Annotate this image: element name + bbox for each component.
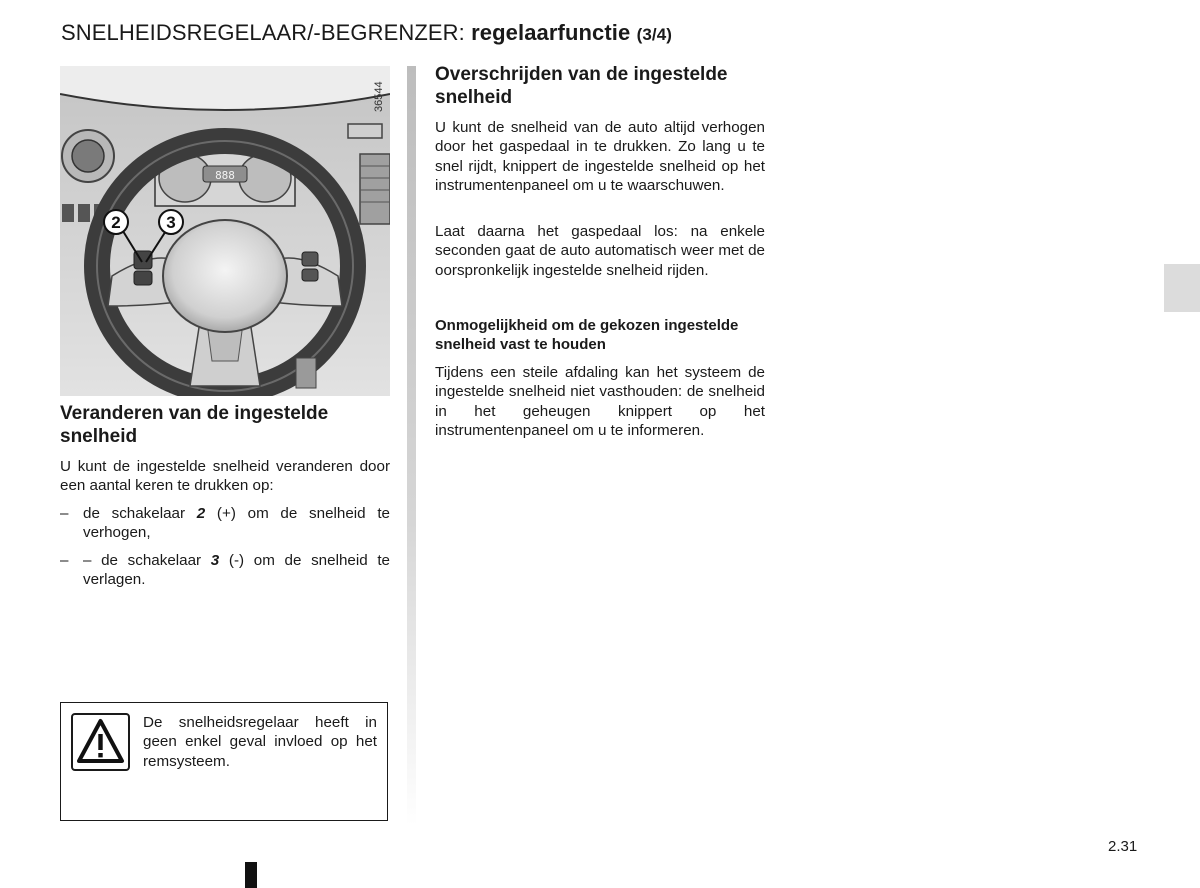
title-part: (3/4): [636, 25, 673, 44]
list-text: [83, 551, 390, 590]
right-paragraph-2: Laat daarna het gaspedaal los: na enkele seconden gaat de auto automatisch weer met de oorspronkelijk ingestelde snelheid rijden.: [435, 223, 765, 279]
switch-number: 2: [196, 505, 206, 522]
chapter-tab: [1164, 264, 1200, 312]
right-heading: Overschrijden van de ingestelde snelheid: [435, 64, 728, 108]
bottom-marker: [245, 862, 257, 888]
switch-number: 3: [210, 552, 220, 569]
cluster-display: 888: [215, 169, 235, 182]
list-dash: –: [60, 552, 69, 569]
right-paragraph-1: U kunt de snelheid van de auto altijd verhogen door het gaspedaal in te drukken. Zo lang u te snel rijdt, knippert de ingestelde snelheid op het instrumentenpaneel om u te waarschuwen.: [435, 119, 765, 195]
warning-box: [60, 702, 388, 821]
list-dash: –: [60, 505, 69, 522]
page-number: 2.31: [1108, 838, 1138, 855]
list-text-post: (-) om de snelheid te verlagen.: [83, 552, 390, 589]
title-sub: regelaarfunctie: [471, 20, 637, 45]
callout-2-label: 2: [111, 213, 121, 232]
right-subheading: Onmogelijkheid om de gekozen ingestelde snelheid vast te houden: [435, 317, 739, 353]
list-text-pre: – de schakelaar: [83, 552, 211, 569]
warning-text: De snelheidsregelaar heeft in geen enkel geval invloed op het remsysteem.: [143, 714, 377, 770]
list-text: [83, 504, 390, 543]
page-title: [61, 20, 672, 46]
list-text-pre: de schakelaar: [83, 505, 197, 522]
list-item: [60, 551, 390, 591]
list-text-post: (+) om de snelheid te verhogen,: [83, 505, 390, 542]
column-divider: [407, 66, 416, 826]
right-paragraph-3: Tijdens een steile afdaling kan het systeem de ingestelde snelheid niet vasthouden: de snelheid in het geheugen knippert op het instrumentenpaneel om u te informeren.: [435, 364, 765, 440]
callout-3: [159, 210, 183, 234]
left-intro: U kunt de ingestelde snelheid veranderen door een aantal keren te drukken op:: [60, 458, 390, 495]
warning-triangle-icon: [71, 713, 130, 771]
figure-code: 36544: [373, 81, 385, 112]
title-main: SNELHEIDSREGELAAR/-BEGRENZER:: [61, 20, 472, 45]
callout-3-label: 3: [166, 213, 176, 232]
callout-2: [104, 210, 128, 234]
steering-wheel-illustration: [60, 66, 390, 396]
list-item: [60, 504, 390, 544]
steering-wheel-figure: [60, 66, 390, 396]
left-heading: Veranderen van de ingestelde snelheid: [60, 403, 329, 447]
